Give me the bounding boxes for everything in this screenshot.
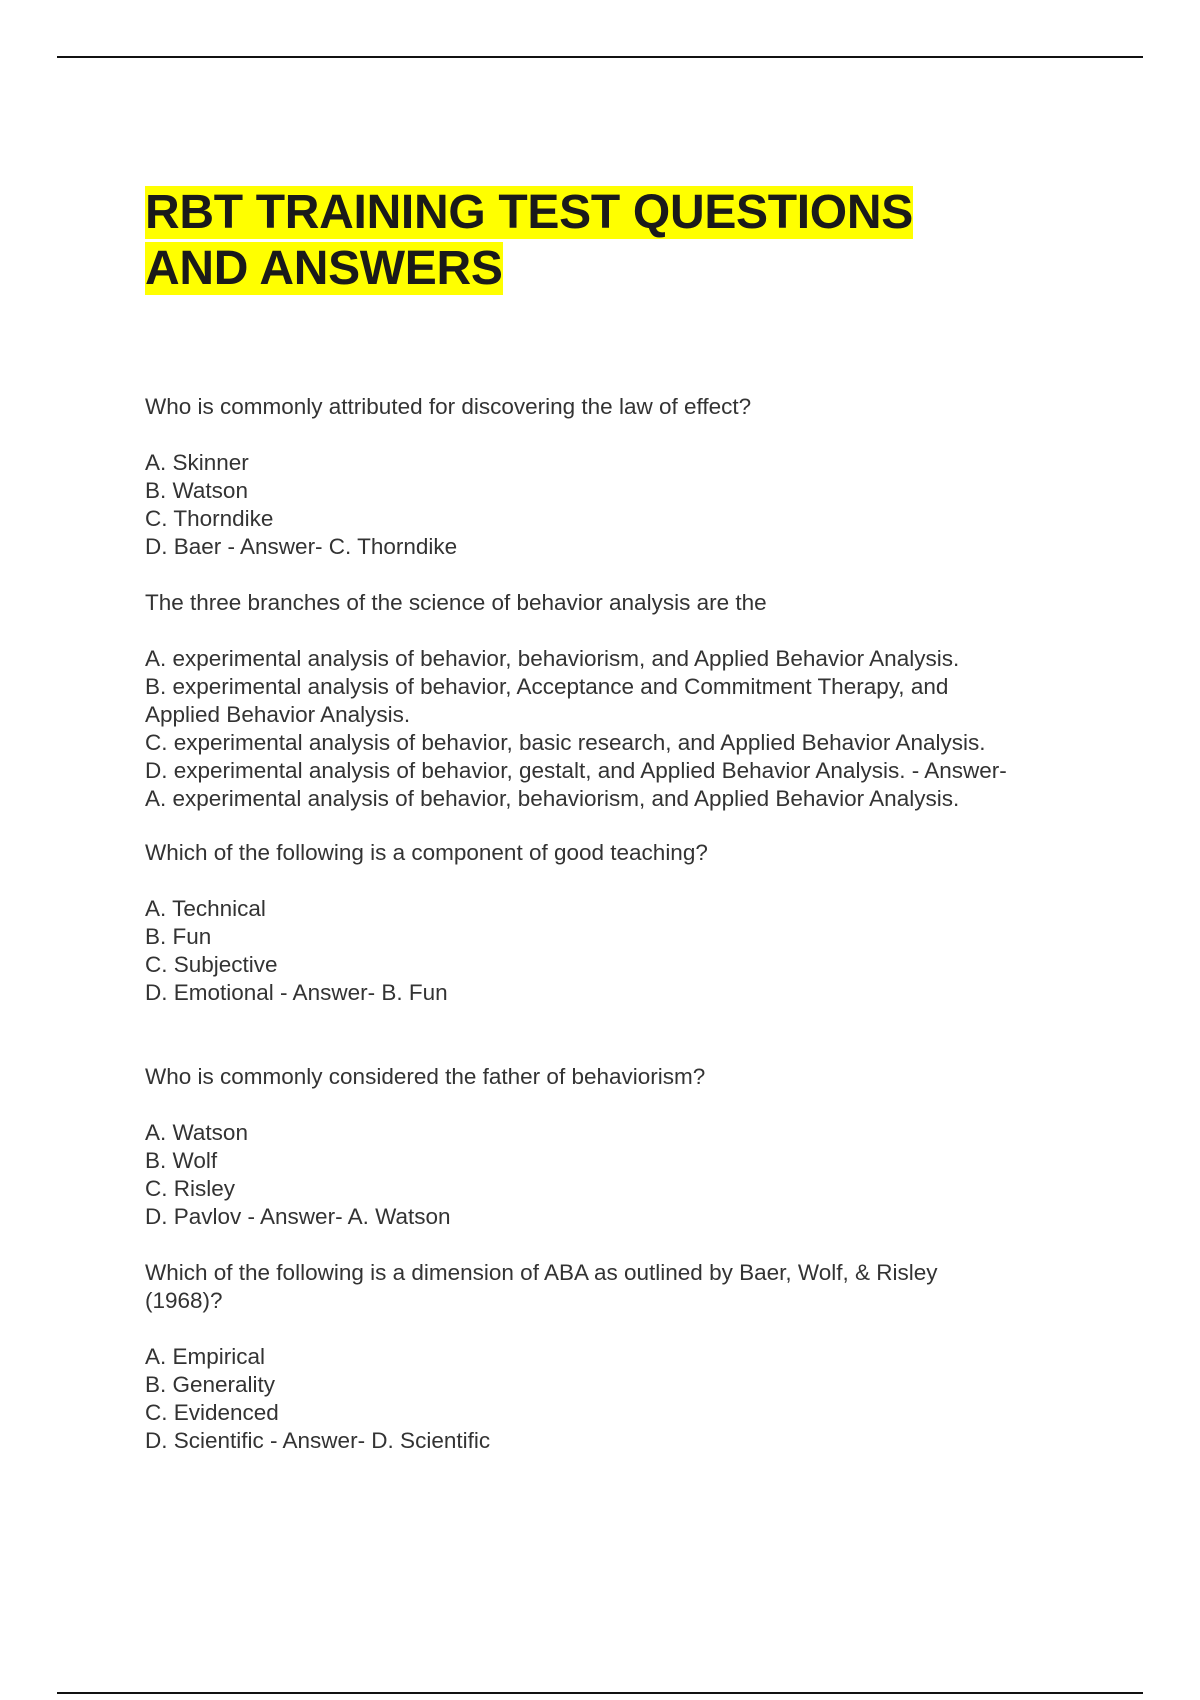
option-a: A. experimental analysis of behavior, behaviorism, and Applied Behavior Analysis. xyxy=(145,646,960,671)
option-d-with-answer: D. Emotional - Answer- B. Fun xyxy=(145,980,448,1005)
question-block xyxy=(145,393,1105,561)
question-text: Who is commonly attributed for discovering the law of effect? xyxy=(145,394,752,419)
question-text: Who is commonly considered the father of behaviorism? xyxy=(145,1064,706,1089)
option-a: A. Empirical xyxy=(145,1344,266,1369)
document-title xyxy=(145,185,1045,297)
question-block xyxy=(145,1063,1105,1231)
title-line-1: RBT TRAINING TEST QUESTIONS xyxy=(145,186,913,239)
option-d-with-answer: D. experimental analysis of behavior, gestalt, and Applied Behavior Analysis. - Answer- xyxy=(145,758,1007,783)
option-c: C. Evidenced xyxy=(145,1400,279,1425)
question-block xyxy=(145,589,1105,813)
question-block xyxy=(145,1259,1105,1455)
bottom-rule xyxy=(57,1692,1143,1694)
question-block xyxy=(145,839,1105,1007)
question-text-continued: (1968)? xyxy=(145,1288,223,1313)
option-d-with-answer: D. Baer - Answer- C. Thorndike xyxy=(145,534,458,559)
option-a: A. Technical xyxy=(145,896,266,921)
option-d-with-answer: D. Pavlov - Answer- A. Watson xyxy=(145,1204,451,1229)
option-c: C. experimental analysis of behavior, basic research, and Applied Behavior Analysis. xyxy=(145,730,986,755)
option-b-continued: Applied Behavior Analysis. xyxy=(145,702,411,727)
option-b: B. Generality xyxy=(145,1372,276,1397)
option-b: B. experimental analysis of behavior, Acceptance and Commitment Therapy, and xyxy=(145,674,949,699)
option-b: B. Wolf xyxy=(145,1148,218,1173)
option-c: C. Subjective xyxy=(145,952,278,977)
question-text: Which of the following is a component of good teaching? xyxy=(145,840,708,865)
answer-continued: A. experimental analysis of behavior, behaviorism, and Applied Behavior Analysis. xyxy=(145,786,960,811)
option-c: C. Thorndike xyxy=(145,506,274,531)
option-d-with-answer: D. Scientific - Answer- D. Scientific xyxy=(145,1428,491,1453)
option-a: A. Skinner xyxy=(145,450,249,475)
option-b: B. Fun xyxy=(145,924,212,949)
option-b: B. Watson xyxy=(145,478,248,503)
title-line-2: AND ANSWERS xyxy=(145,242,503,295)
option-a: A. Watson xyxy=(145,1120,248,1145)
question-text: Which of the following is a dimension of ABA as outlined by Baer, Wolf, & Risley xyxy=(145,1260,938,1285)
question-text: The three branches of the science of behavior analysis are the xyxy=(145,590,767,615)
top-rule xyxy=(57,56,1143,58)
option-c: C. Risley xyxy=(145,1176,236,1201)
